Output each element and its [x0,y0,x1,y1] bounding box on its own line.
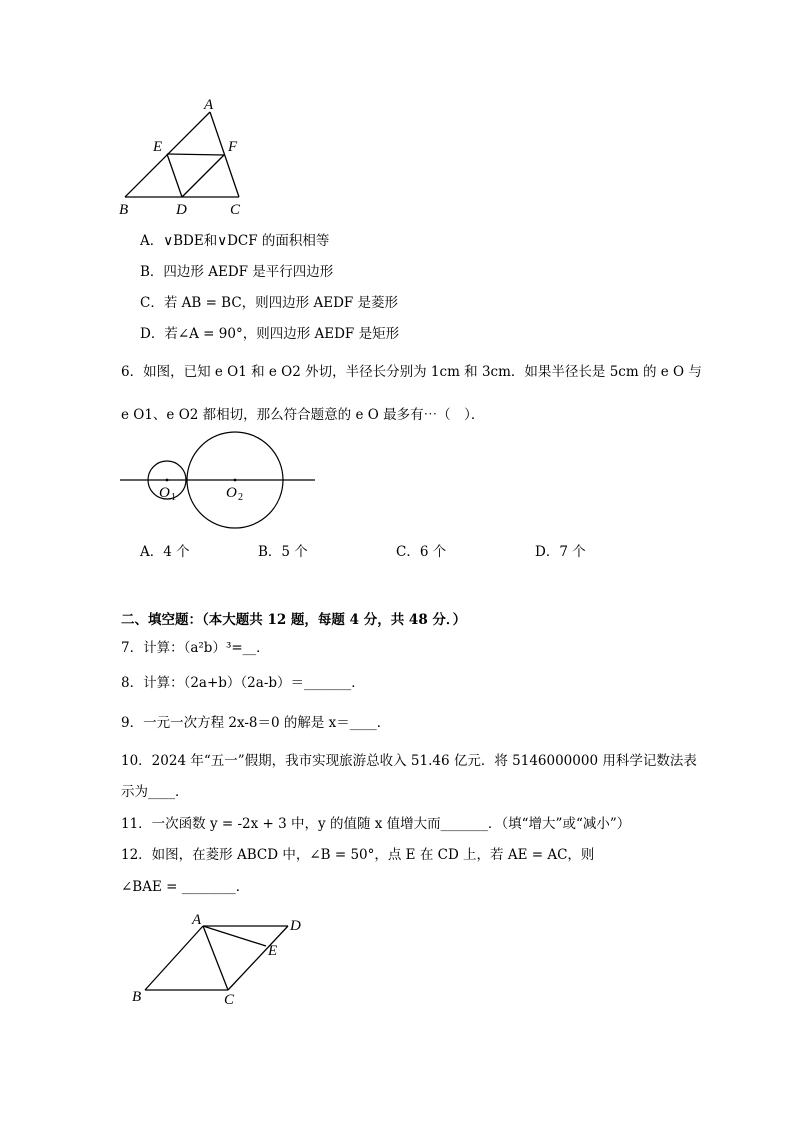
section-2-title: 二、填空题：（本大题共 12 题，每题 4 分，共 48 分．） [121,612,467,628]
rhombus-figure [125,910,325,1010]
side-ab [145,926,203,990]
q5-option-a: A．∨BDE和∨DCF 的面积相等 [140,233,330,249]
label-d: D [290,918,301,934]
label-b: B [119,202,129,218]
label-a: A [204,97,214,113]
label-d: D [176,202,187,218]
question-7: 7．计算：（a²b）³=__． [121,640,270,656]
segment-df [182,155,224,197]
q6-option-d: D．7 个 [535,544,586,560]
label-o1: O [159,485,170,501]
label-e: E [153,139,163,155]
label-o2: O [226,485,237,501]
q6-option-c: C．6 个 [396,544,447,560]
question-10-line1: 10．2024 年“五一”假期，我市实现旅游总收入 51.46 亿元．将 5146000000 用科学记数法表 [121,753,697,769]
diagonal-ac [203,926,228,990]
label-a: A [192,912,202,928]
q6-stem-line2: e O1、e O2 都相切，那么符合题意的 e O 最多有⋯（ ）． [121,407,485,423]
q5-option-d: D．若∠A = 90°，则四边形 AEDF 是矩形 [140,326,400,342]
question-11: 11．一次函数 y = -2x + 3 中，y 的值随 x 值增大而_______．（填“增大”或“减小”） [121,816,631,832]
circles-figure [115,430,325,530]
q5-option-c: C．若 AB = BC，则四边形 AEDF 是菱形 [140,295,399,311]
label-c: C [230,202,241,218]
label-e: E [268,943,278,959]
question-12-line2: ∠BAE = ________． [121,879,250,895]
center-o1 [166,479,169,482]
question-12-line1: 12．如图，在菱形 ABCD 中，∠B = 50°，点 E 在 CD 上，若 AE = AC，则 [121,847,595,863]
segment-ed [167,154,182,197]
label-f: F [228,139,238,155]
label-b: B [132,989,142,1005]
question-10-line2: 示为____． [121,784,189,800]
segment-ae [203,926,266,946]
q6-stem-line1: 6．如图，已知 e O1 和 e O2 外切，半径长分别为 1cm 和 3cm．如果半径长是 5cm 的 e O 与 [121,364,702,380]
segment-ef [167,154,224,155]
question-8: 8．计算：（2a+b）（2a-b）＝_______． [121,675,365,691]
center-o2 [234,479,237,482]
q6-option-b: B．5 个 [258,544,308,560]
label-o2-sub: 2 [238,492,243,503]
q6-option-a: A．4 个 [140,544,190,560]
question-9: 9．一元一次方程 2x-8＝0 的解是 x＝____． [121,715,391,731]
side-dc [228,926,288,990]
triangle-figure [110,92,270,222]
label-o1-sub: 1 [171,492,176,503]
label-c: C [224,992,235,1008]
q5-option-b: B．四边形 AEDF 是平行四边形 [140,264,334,280]
